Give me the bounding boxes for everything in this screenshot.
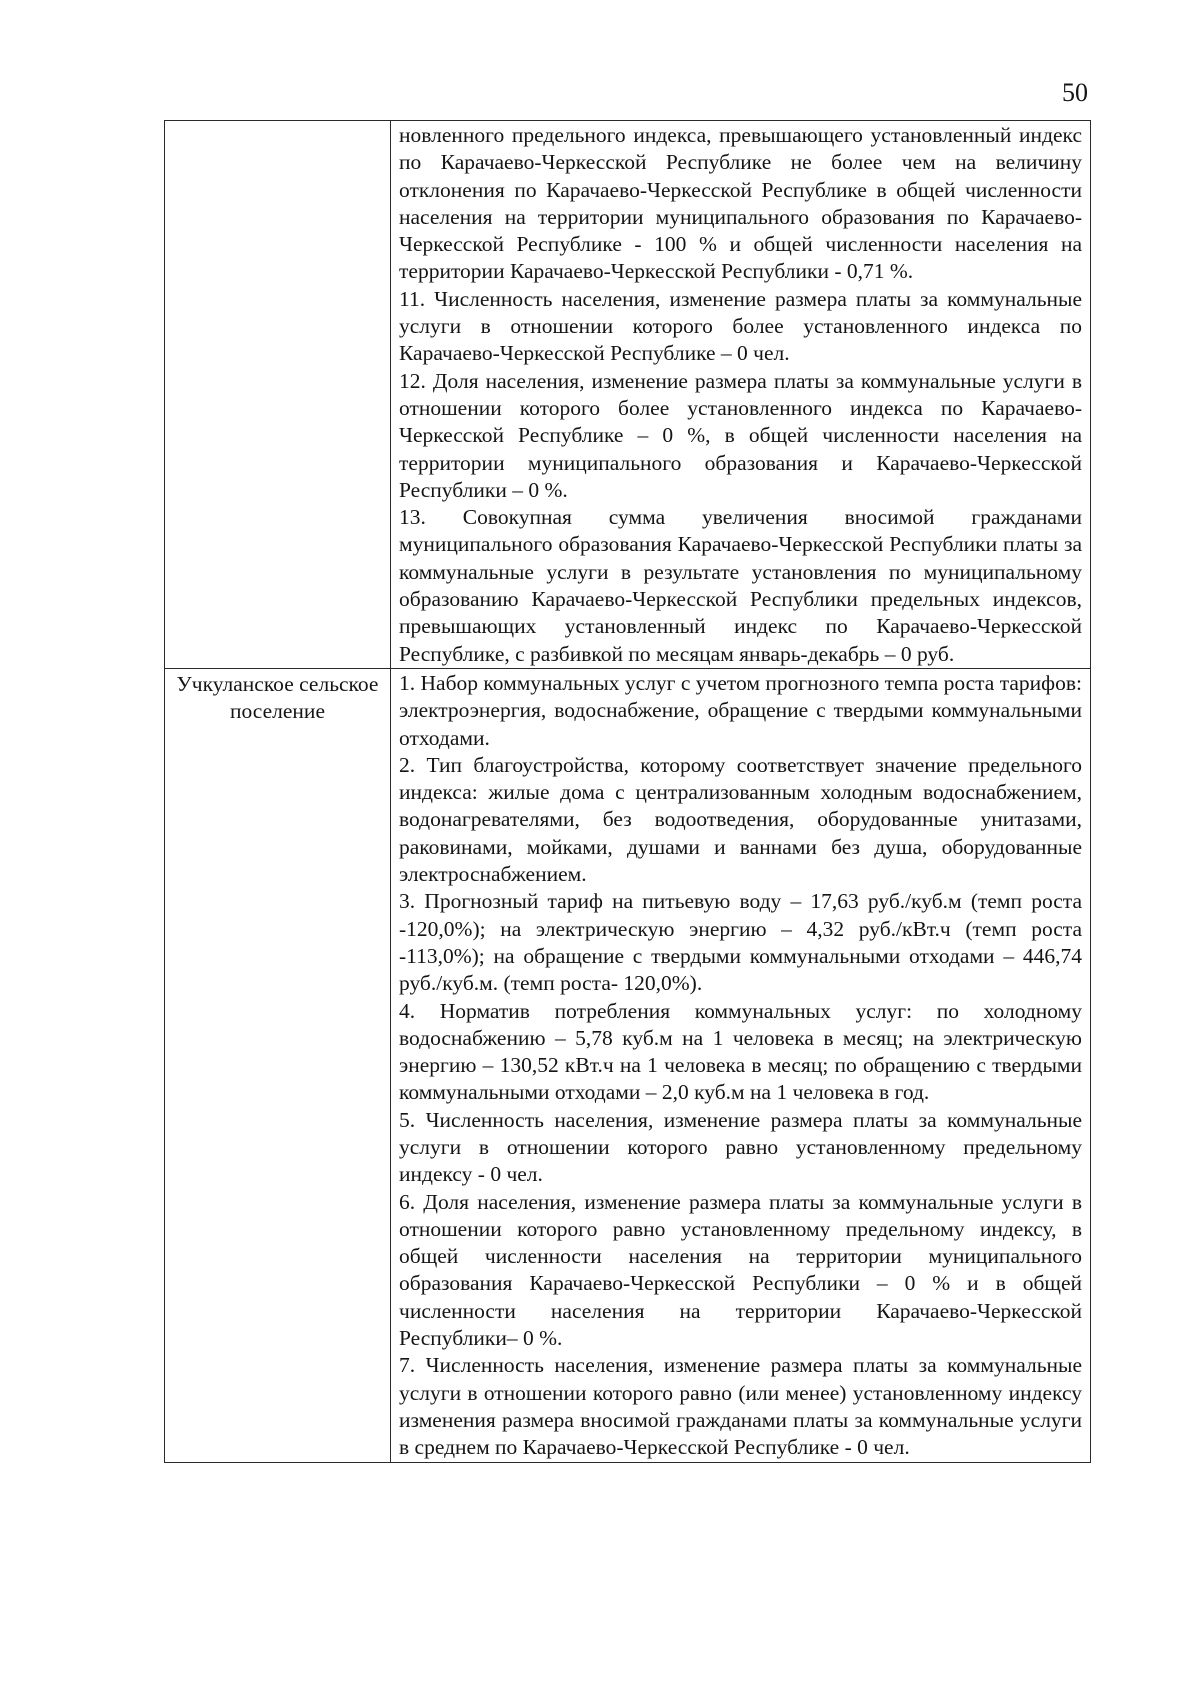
indicator-paragraph: 3. Прогнозный тариф на питьевую воду – 17,63 руб./куб.м (темп роста -120,0%); на электрическую энергию – 4,32 руб./кВт.ч (темп роста -113,0%); на обращение с твердыми коммунальными отходами – 446,74 руб./куб.м. (темп роста- 120,0%). — [399, 889, 1082, 996]
indicator-paragraph: 1. Набор коммунальных услуг с учетом прогнозного темпа роста тарифов: электроэнергия, водоснабжение, обращение с твердыми коммунальными отходами. — [399, 670, 1082, 750]
municipality-cell — [165, 668, 391, 1462]
table-row — [165, 668, 1091, 1462]
municipality-name: Учкуланское сельское поселение — [176, 671, 379, 723]
indicators-cell — [391, 121, 1091, 669]
indicators-cell — [391, 668, 1091, 1462]
indicator-paragraph: 11. Численность населения, изменение размера платы за коммунальные услуги в отношении которого более установленного индекса по Карачаево-Черкесской Республике – 0 чел. — [399, 286, 1082, 366]
indicator-paragraph: новленного предельного индекса, превышающего установленный индекс по Карачаево-Черкесской Республике не более чем на величину отклонения по Карачаево-Черкесской Республике в общей численности населения на территории муниципального образования по Карачаево-Черкесской Республике - 100 % и общей численности населения на территории Карачаево-Черкесской Республики - 0,71 %. — [399, 123, 1082, 284]
page-number: 50 — [1062, 78, 1088, 107]
indicator-paragraph: 6. Доля населения, изменение размера платы за коммунальные услуги в отношении которого равно установленному предельному индексу, в общей численности населения на территории муниципального образования Карачаево-Черкесской Республики – 0 % и в общей численности населения на территории Карачаево-Черкесской Республики– 0 %. — [399, 1189, 1082, 1351]
municipality-cell — [165, 121, 391, 669]
table-row — [165, 121, 1091, 669]
indicator-paragraph: 4. Норматив потребления коммунальных услуг: по холодному водоснабжению – 5,78 куб.м на 1 человека в месяц; на электрическую энергию – 130,52 кВт.ч на 1 человека в месяц; по обращению с твердыми коммунальными отходами – 2,0 куб.м на 1 человека в год. — [399, 998, 1082, 1105]
indicator-paragraph: 5. Численность населения, изменение размера платы за коммунальные услуги в отношении которого равно установленному предельному индексу - 0 чел. — [399, 1107, 1082, 1187]
municipality-table — [164, 120, 1091, 1463]
indicator-paragraph: 12. Доля населения, изменение размера платы за коммунальные услуги в отношении которого более установленного индекса по Карачаево-Черкесской Республике – 0 %, в общей численности населения на территории муниципального образования и Карачаево-Черкесской Республики – 0 %. — [399, 368, 1082, 502]
indicator-paragraph: 2. Тип благоустройства, которому соответствует значение предельного индекса: жилые дома с централизованным холодным водоснабжением, водонагревателями, без водоотведения, оборудованные унитазами, раковинами, мойками, душами и ваннами без душа, оборудованные электроснабжением. — [399, 752, 1082, 887]
indicator-paragraph: 13. Совокупная сумма увеличения вносимой гражданами муниципального образования Карачаево-Черкесской Республики платы за коммунальные услуги в результате установления по муниципальному образованию Карачаево-Черкесской Республики предельных индексов, превышающих установленный индекс по Карачаево-Черкесской Республике, с разбивкой по месяцам январь-декабрь – 0 руб. — [399, 505, 1082, 666]
indicator-paragraph: 7. Численность населения, изменение размера платы за коммунальные услуги в отношении которого равно (или менее) установленному индексу изменения размера вносимой гражданами платы за коммунальные услуги в среднем по Карачаево-Черкесской Республике - 0 чел. — [399, 1353, 1082, 1460]
